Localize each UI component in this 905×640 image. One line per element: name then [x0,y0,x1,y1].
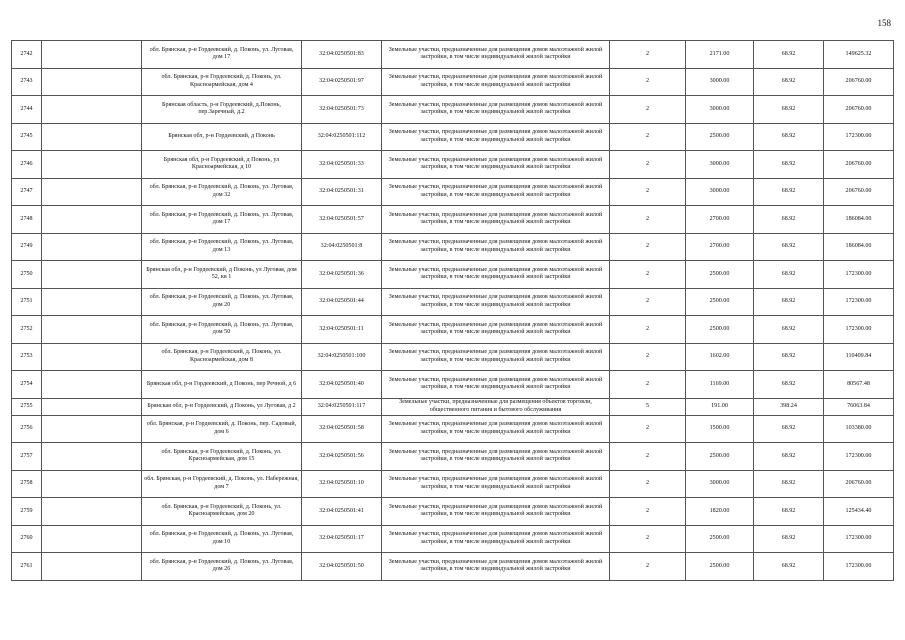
cadastral-value-cell: 206760.00 [824,178,894,206]
address-cell: обл. Брянская, р-н Гордеевский, д. Поконь, ул. Красноармейская, дом 4 [142,68,302,96]
cadastral-number-cell: 32:04:0250501:17 [302,525,382,553]
row-number-cell: 2757 [12,443,42,471]
cadastral-value-cell: 103380.00 [824,415,894,443]
cadastral-value-cell: 149625.32 [824,41,894,69]
rate-cell: 68.92 [754,123,824,151]
group-cell: 2 [610,288,686,316]
table-row [12,443,894,471]
cadastral-value-cell: 110409.84 [824,343,894,371]
cadastral-value-cell: 125434.40 [824,498,894,526]
cadastral-number-cell: 32:04:0250501:10 [302,470,382,498]
row-number-cell: 2750 [12,261,42,289]
address-cell: Брянская обл, р-н Гордеевский, д Поконь, ул Луговая, д 2 [142,398,302,415]
row-number-cell: 2761 [12,553,42,581]
group-cell: 2 [610,96,686,124]
area-cell: 2700.00 [686,233,754,261]
row-number-cell: 2753 [12,343,42,371]
address-cell: обл. Брянская, р-н Гордеевский, д. Поконь, ул. Луговая, дом 50 [142,316,302,344]
empty-cell [42,316,142,344]
rate-cell: 68.92 [754,443,824,471]
page-number: 158 [877,18,891,28]
rate-cell: 68.92 [754,206,824,234]
rate-cell: 68.92 [754,553,824,581]
row-number-cell: 2749 [12,233,42,261]
row-number-cell: 2744 [12,96,42,124]
rate-cell: 68.92 [754,41,824,69]
rate-cell: 68.92 [754,233,824,261]
rate-cell: 68.92 [754,288,824,316]
row-number-cell: 2756 [12,415,42,443]
area-cell: 1500.00 [686,415,754,443]
cadastral-value-cell: 186084.00 [824,233,894,261]
cadastral-number-cell: 32:04:0250501:36 [302,261,382,289]
group-cell: 2 [610,343,686,371]
rate-cell: 68.92 [754,96,824,124]
table-row [12,343,894,371]
land-use-cell: Земельные участки, предназначенные для размещения объектов торговли, общественного питания и бытового обслуживания [382,398,610,415]
cadastral-number-cell: 32:04:0250501:50 [302,553,382,581]
group-cell: 2 [610,443,686,471]
land-use-cell: Земельные участки, предназначенные для размещения домов малоэтажной жилой застройки, в том числе индивидуальной жилой застройки [382,151,610,179]
cadastral-number-cell: 32:04:0250501:58 [302,415,382,443]
group-cell: 2 [610,553,686,581]
empty-cell [42,553,142,581]
table-row [12,233,894,261]
address-cell: Брянская обл, р-н Гордеевский, д Поконь, пер Речной, д 6 [142,371,302,399]
cadastral-value-cell: 206760.00 [824,68,894,96]
table-row [12,415,894,443]
area-cell: 2500.00 [686,553,754,581]
group-cell: 2 [610,415,686,443]
cadastral-value-cell: 172300.00 [824,288,894,316]
table-row [12,288,894,316]
cadastral-value-cell: 172300.00 [824,316,894,344]
land-use-cell: Земельные участки, предназначенные для размещения домов малоэтажной жилой застройки, в том числе индивидуальной жилой застройки [382,343,610,371]
empty-cell [42,96,142,124]
cadastral-number-cell: 32:04:0250501:57 [302,206,382,234]
table-row [12,178,894,206]
cadastral-number-cell: 32:04:0250501:97 [302,68,382,96]
row-number-cell: 2746 [12,151,42,179]
rate-cell: 68.92 [754,151,824,179]
cadastral-value-cell: 172300.00 [824,443,894,471]
group-cell: 5 [610,398,686,415]
cadastral-value-table [11,40,894,581]
cadastral-value-cell: 172300.00 [824,123,894,151]
row-number-cell: 2755 [12,398,42,415]
address-cell: обл. Брянская, р-н Гордеевский, д. Поконь, ул. Красноармейская, дом 8 [142,343,302,371]
cadastral-number-cell: 32:04:0250501:100 [302,343,382,371]
cadastral-value-cell: 172300.00 [824,525,894,553]
address-cell: Брянская обл, р-н Гордеевский, д Поконь, ул Луговая, дом 52, кв 1 [142,261,302,289]
land-use-cell: Земельные участки, предназначенные для размещения домов малоэтажной жилой застройки, в том числе индивидуальной жилой застройки [382,96,610,124]
row-number-cell: 2743 [12,68,42,96]
rate-cell: 68.92 [754,415,824,443]
cadastral-number-cell: 32:04:0250501:41 [302,498,382,526]
area-cell: 2500.00 [686,261,754,289]
empty-cell [42,371,142,399]
land-use-cell: Земельные участки, предназначенные для размещения домов малоэтажной жилой застройки, в том числе индивидуальной жилой застройки [382,443,610,471]
table-row [12,261,894,289]
land-use-cell: Земельные участки, предназначенные для размещения домов малоэтажной жилой застройки, в том числе индивидуальной жилой застройки [382,288,610,316]
area-cell: 2700.00 [686,206,754,234]
table-row [12,553,894,581]
empty-cell [42,288,142,316]
address-cell: обл. Брянская, р-н Гордеевский, д. Поконь, ул. Луговая, дом 26 [142,553,302,581]
row-number-cell: 2754 [12,371,42,399]
group-cell: 2 [610,525,686,553]
address-cell: обл. Брянская, р-н Гордеевский, д. Поконь, ул. Луговая, дом 20 [142,288,302,316]
group-cell: 2 [610,371,686,399]
table-row [12,206,894,234]
address-cell: обл. Брянская, р-н Гордеевский, д. Поконь, ул. Красноармейская, дом 15 [142,443,302,471]
land-use-cell: Земельные участки, предназначенные для размещения домов малоэтажной жилой застройки, в том числе индивидуальной жилой застройки [382,68,610,96]
group-cell: 2 [610,498,686,526]
land-use-cell: Земельные участки, предназначенные для размещения домов малоэтажной жилой застройки, в том числе индивидуальной жилой застройки [382,178,610,206]
area-cell: 2500.00 [686,443,754,471]
address-cell: обл. Брянская, р-н Гордеевский, д. Поконь, ул. Красноармейская, дом 20 [142,498,302,526]
cadastral-number-cell: 32:04:0250501:56 [302,443,382,471]
group-cell: 2 [610,470,686,498]
rate-cell: 68.92 [754,261,824,289]
table-row [12,96,894,124]
table-row [12,123,894,151]
group-cell: 2 [610,261,686,289]
empty-cell [42,151,142,179]
empty-cell [42,470,142,498]
address-cell: обл. Брянская, р-н Гордеевский, д. Поконь, ул. Луговая, дом 32 [142,178,302,206]
empty-cell [42,68,142,96]
table-row [12,41,894,69]
area-cell: 2500.00 [686,316,754,344]
address-cell: обл. Брянская, р-н Гордеевский, д. Поконь, пер. Садовый, дом 6 [142,415,302,443]
cadastral-number-cell: 32:04:0250501:8 [302,233,382,261]
rate-cell: 68.92 [754,343,824,371]
empty-cell [42,398,142,415]
area-cell: 1169.00 [686,371,754,399]
group-cell: 2 [610,316,686,344]
group-cell: 2 [610,206,686,234]
area-cell: 3000.00 [686,68,754,96]
cadastral-value-cell: 172300.00 [824,261,894,289]
empty-cell [42,498,142,526]
cadastral-number-cell: 32:04:0250501:31 [302,178,382,206]
area-cell: 3000.00 [686,96,754,124]
address-cell: Брянская обл, р-н Гордеевский, д Поконь, ул Красноармейская, д 10 [142,151,302,179]
empty-cell [42,443,142,471]
address-cell: Брянская обл, р-н Гордеевский, д Поконь [142,123,302,151]
area-cell: 2171.00 [686,41,754,69]
cadastral-number-cell: 32:04:0250501:44 [302,288,382,316]
cadastral-value-cell: 206760.00 [824,96,894,124]
land-use-cell: Земельные участки, предназначенные для размещения домов малоэтажной жилой застройки, в том числе индивидуальной жилой застройки [382,470,610,498]
area-cell: 3000.00 [686,178,754,206]
table-body [12,41,894,581]
area-cell: 1602.00 [686,343,754,371]
row-number-cell: 2752 [12,316,42,344]
table-row [12,68,894,96]
group-cell: 2 [610,233,686,261]
table-row [12,316,894,344]
table-row [12,470,894,498]
land-use-cell: Земельные участки, предназначенные для размещения домов малоэтажной жилой застройки, в том числе индивидуальной жилой застройки [382,41,610,69]
cadastral-number-cell: 32:04:0250501:117 [302,398,382,415]
land-use-cell: Земельные участки, предназначенные для размещения домов малоэтажной жилой застройки, в том числе индивидуальной жилой застройки [382,415,610,443]
cadastral-number-cell: 32:04:0250501:83 [302,41,382,69]
cadastral-value-cell: 206760.00 [824,151,894,179]
cadastral-number-cell: 32:04:0250501:73 [302,96,382,124]
rate-cell: 68.92 [754,68,824,96]
group-cell: 2 [610,178,686,206]
cadastral-number-cell: 32:04:0250501:33 [302,151,382,179]
row-number-cell: 2748 [12,206,42,234]
area-cell: 2500.00 [686,288,754,316]
address-cell: Брянская область, р-н Гордеевский, д.Поконь, пер.Заречный, д.2 [142,96,302,124]
rate-cell: 398.24 [754,398,824,415]
cadastral-value-cell: 76063.84 [824,398,894,415]
rate-cell: 68.92 [754,371,824,399]
group-cell: 2 [610,151,686,179]
group-cell: 2 [610,41,686,69]
cadastral-value-cell: 206760.00 [824,470,894,498]
row-number-cell: 2751 [12,288,42,316]
land-use-cell: Земельные участки, предназначенные для размещения домов малоэтажной жилой застройки, в том числе индивидуальной жилой застройки [382,206,610,234]
row-number-cell: 2759 [12,498,42,526]
area-cell: 1820.00 [686,498,754,526]
land-use-cell: Земельные участки, предназначенные для размещения домов малоэтажной жилой застройки, в том числе индивидуальной жилой застройки [382,123,610,151]
address-cell: обл. Брянская, р-н Гордеевский, д. Поконь, ул. Луговая, дом 17 [142,206,302,234]
empty-cell [42,123,142,151]
rate-cell: 68.92 [754,525,824,553]
cadastral-value-cell: 186084.00 [824,206,894,234]
land-use-cell: Земельные участки, предназначенные для размещения домов малоэтажной жилой застройки, в том числе индивидуальной жилой застройки [382,371,610,399]
land-use-cell: Земельные участки, предназначенные для размещения домов малоэтажной жилой застройки, в том числе индивидуальной жилой застройки [382,498,610,526]
group-cell: 2 [610,123,686,151]
empty-cell [42,415,142,443]
land-use-cell: Земельные участки, предназначенные для размещения домов малоэтажной жилой застройки, в том числе индивидуальной жилой застройки [382,525,610,553]
empty-cell [42,525,142,553]
row-number-cell: 2742 [12,41,42,69]
land-use-cell: Земельные участки, предназначенные для размещения домов малоэтажной жилой застройки, в том числе индивидуальной жилой застройки [382,261,610,289]
cadastral-number-cell: 32:04:0250501:112 [302,123,382,151]
cadastral-number-cell: 32:04:0250501:11 [302,316,382,344]
empty-cell [42,343,142,371]
row-number-cell: 2758 [12,470,42,498]
table-row [12,371,894,399]
rate-cell: 68.92 [754,316,824,344]
address-cell: обл. Брянская, р-н Гордеевский, д. Поконь, ул. Луговая, дом 17 [142,41,302,69]
table-row [12,498,894,526]
empty-cell [42,261,142,289]
cadastral-value-cell: 80567.48 [824,371,894,399]
row-number-cell: 2747 [12,178,42,206]
area-cell: 3000.00 [686,470,754,498]
rate-cell: 68.92 [754,470,824,498]
empty-cell [42,178,142,206]
area-cell: 191.00 [686,398,754,415]
row-number-cell: 2760 [12,525,42,553]
table-row [12,525,894,553]
empty-cell [42,233,142,261]
land-use-cell: Земельные участки, предназначенные для размещения домов малоэтажной жилой застройки, в том числе индивидуальной жилой застройки [382,553,610,581]
land-use-cell: Земельные участки, предназначенные для размещения домов малоэтажной жилой застройки, в том числе индивидуальной жилой застройки [382,233,610,261]
rate-cell: 68.92 [754,178,824,206]
table-row [12,151,894,179]
area-cell: 3000.00 [686,151,754,179]
area-cell: 2500.00 [686,123,754,151]
address-cell: обл. Брянская, р-н Гордеевский, д. Поконь, ул. Луговая, дом 13 [142,233,302,261]
group-cell: 2 [610,68,686,96]
table-row [12,398,894,415]
rate-cell: 68.92 [754,498,824,526]
area-cell: 2500.00 [686,525,754,553]
address-cell: обл. Брянская, р-н Гордеевский, д. Поконь, ул. Набережная, дом 7 [142,470,302,498]
row-number-cell: 2745 [12,123,42,151]
empty-cell [42,206,142,234]
land-use-cell: Земельные участки, предназначенные для размещения домов малоэтажной жилой застройки, в том числе индивидуальной жилой застройки [382,316,610,344]
cadastral-value-cell: 172300.00 [824,553,894,581]
cadastral-number-cell: 32:04:0250501:40 [302,371,382,399]
empty-cell [42,41,142,69]
address-cell: обл. Брянская, р-н Гордеевский, д. Поконь, ул. Луговая, дом 10 [142,525,302,553]
